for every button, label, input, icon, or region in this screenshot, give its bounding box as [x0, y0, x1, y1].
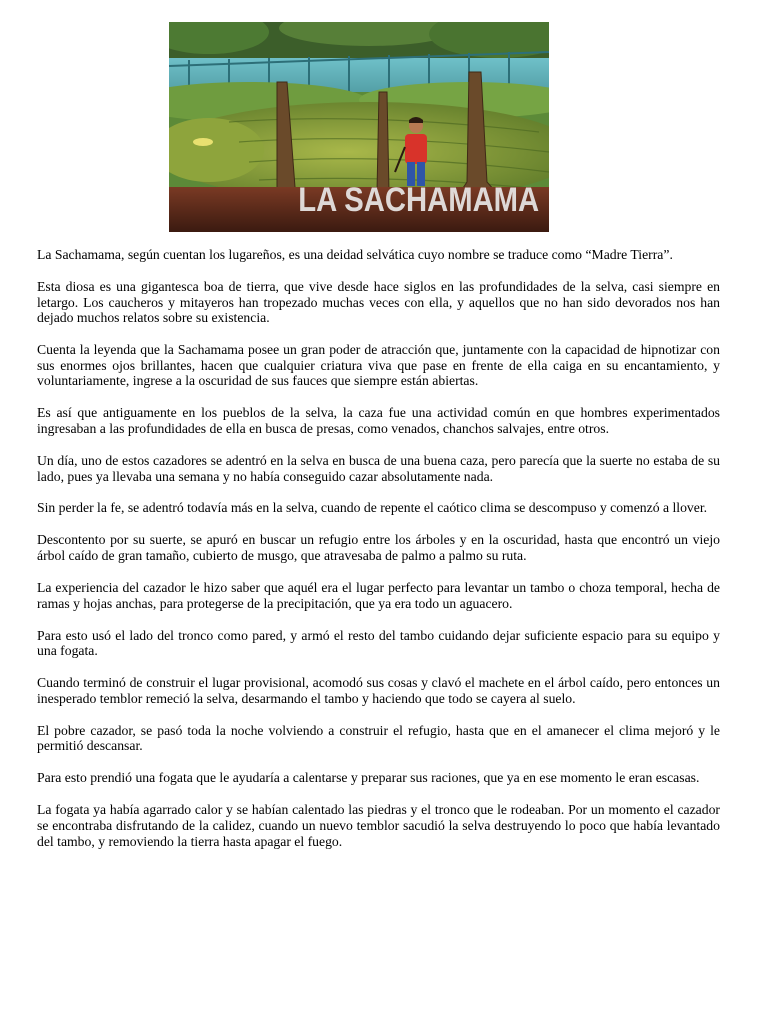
paragraph: Esta diosa es una gigantesca boa de tierra, que vive desde hace siglos en las profundidades de la selva, casi siempre en letargo. Los caucheros y mitayeros han tropezado muchas veces con ella, y aquellos que no han sido devorados nos han dejado muchos relatos sobre su existencia. [37, 278, 720, 326]
paragraph: Es así que antiguamente en los pueblos de la selva, la caza fue una actividad común en que hombres experimentados ingresaban a las profundidades de ella en busca de presas, como venados, chanchos salvajes, entre otros. [37, 405, 720, 436]
paragraph: Cuenta la leyenda que la Sachamama posee un gran poder de atracción que, juntamente con la capacidad de hipnotizar con sus enormes ojos brillantes, hacen que cualquier criatura viva que pase en frente de ella caiga en su encantamiento, y voluntariamente, ingrese a la oscuridad de sus fauces que siempre están abiertas. [37, 342, 720, 389]
hero-image [169, 22, 549, 232]
paragraph: Un día, uno de estos cazadores se adentró en la selva en busca de una buena caza, pero parecía que la suerte no estaba de su lado, pues ya llevaba una semana y no había conseguido cazar absolutamente nada. [37, 452, 720, 484]
hero-caption: LA SACHAMAMA [298, 181, 539, 219]
paragraph: La Sachamama, según cuentan los lugareños, es una deidad selvática cuyo nombre se traduce como “Madre Tierra”. [37, 247, 673, 262]
paragraph: La fogata ya había agarrado calor y se habían calentado las piedras y el tronco que le rodeaban. Por un momento el cazador se encontraba disfrutando de la calidez, cuando un nuevo temblor sacudió la selva destruyendo lo poco que había levantado del tambo, y removiendo la tierra hasta apagar el fuego. [37, 802, 720, 849]
paragraph: Para esto usó el lado del tronco como pared, y armó el resto del tambo cuidando dejar suficiente espacio para su equipo y una fogata. [37, 627, 720, 659]
paragraph: Descontento por su suerte, se apuró en buscar un refugio entre los árboles y en la oscuridad, hasta que encontró un viejo árbol caído de gran tamaño, cubierto de musgo, que atravesaba de palmo a palmo su ruta. [37, 532, 720, 564]
article-body [37, 247, 720, 866]
paragraph: El pobre cazador, se pasó toda la noche volviendo a construir el refugio, hasta que en el amanecer el clima mejoró y le permitió descansar. [37, 722, 720, 754]
paragraph: Cuando terminó de construir el lugar provisional, acomodó sus cosas y clavó el machete en el árbol caído, pero entonces un inesperado temblor remeció la selva, desarmando el tambo y haciendo que todo se cayera al suelo. [37, 675, 720, 706]
paragraph: Sin perder la fe, se adentró todavía más en la selva, cuando de repente el caótico clima se descompuso y comenzó a llover. [37, 500, 708, 516]
paragraph: La experiencia del cazador le hizo saber que aquél era el lugar perfecto para levantar un tambo o choza temporal, hecha de ramas y hojas anchas, para protegerse de la precipitación, que ya era todo un aguacero. [37, 580, 720, 611]
paragraph: Para esto prendió una fogata que le ayudaría a calentarse y preparar sus raciones, que ya en ese momento le eran escasas. [37, 770, 700, 786]
